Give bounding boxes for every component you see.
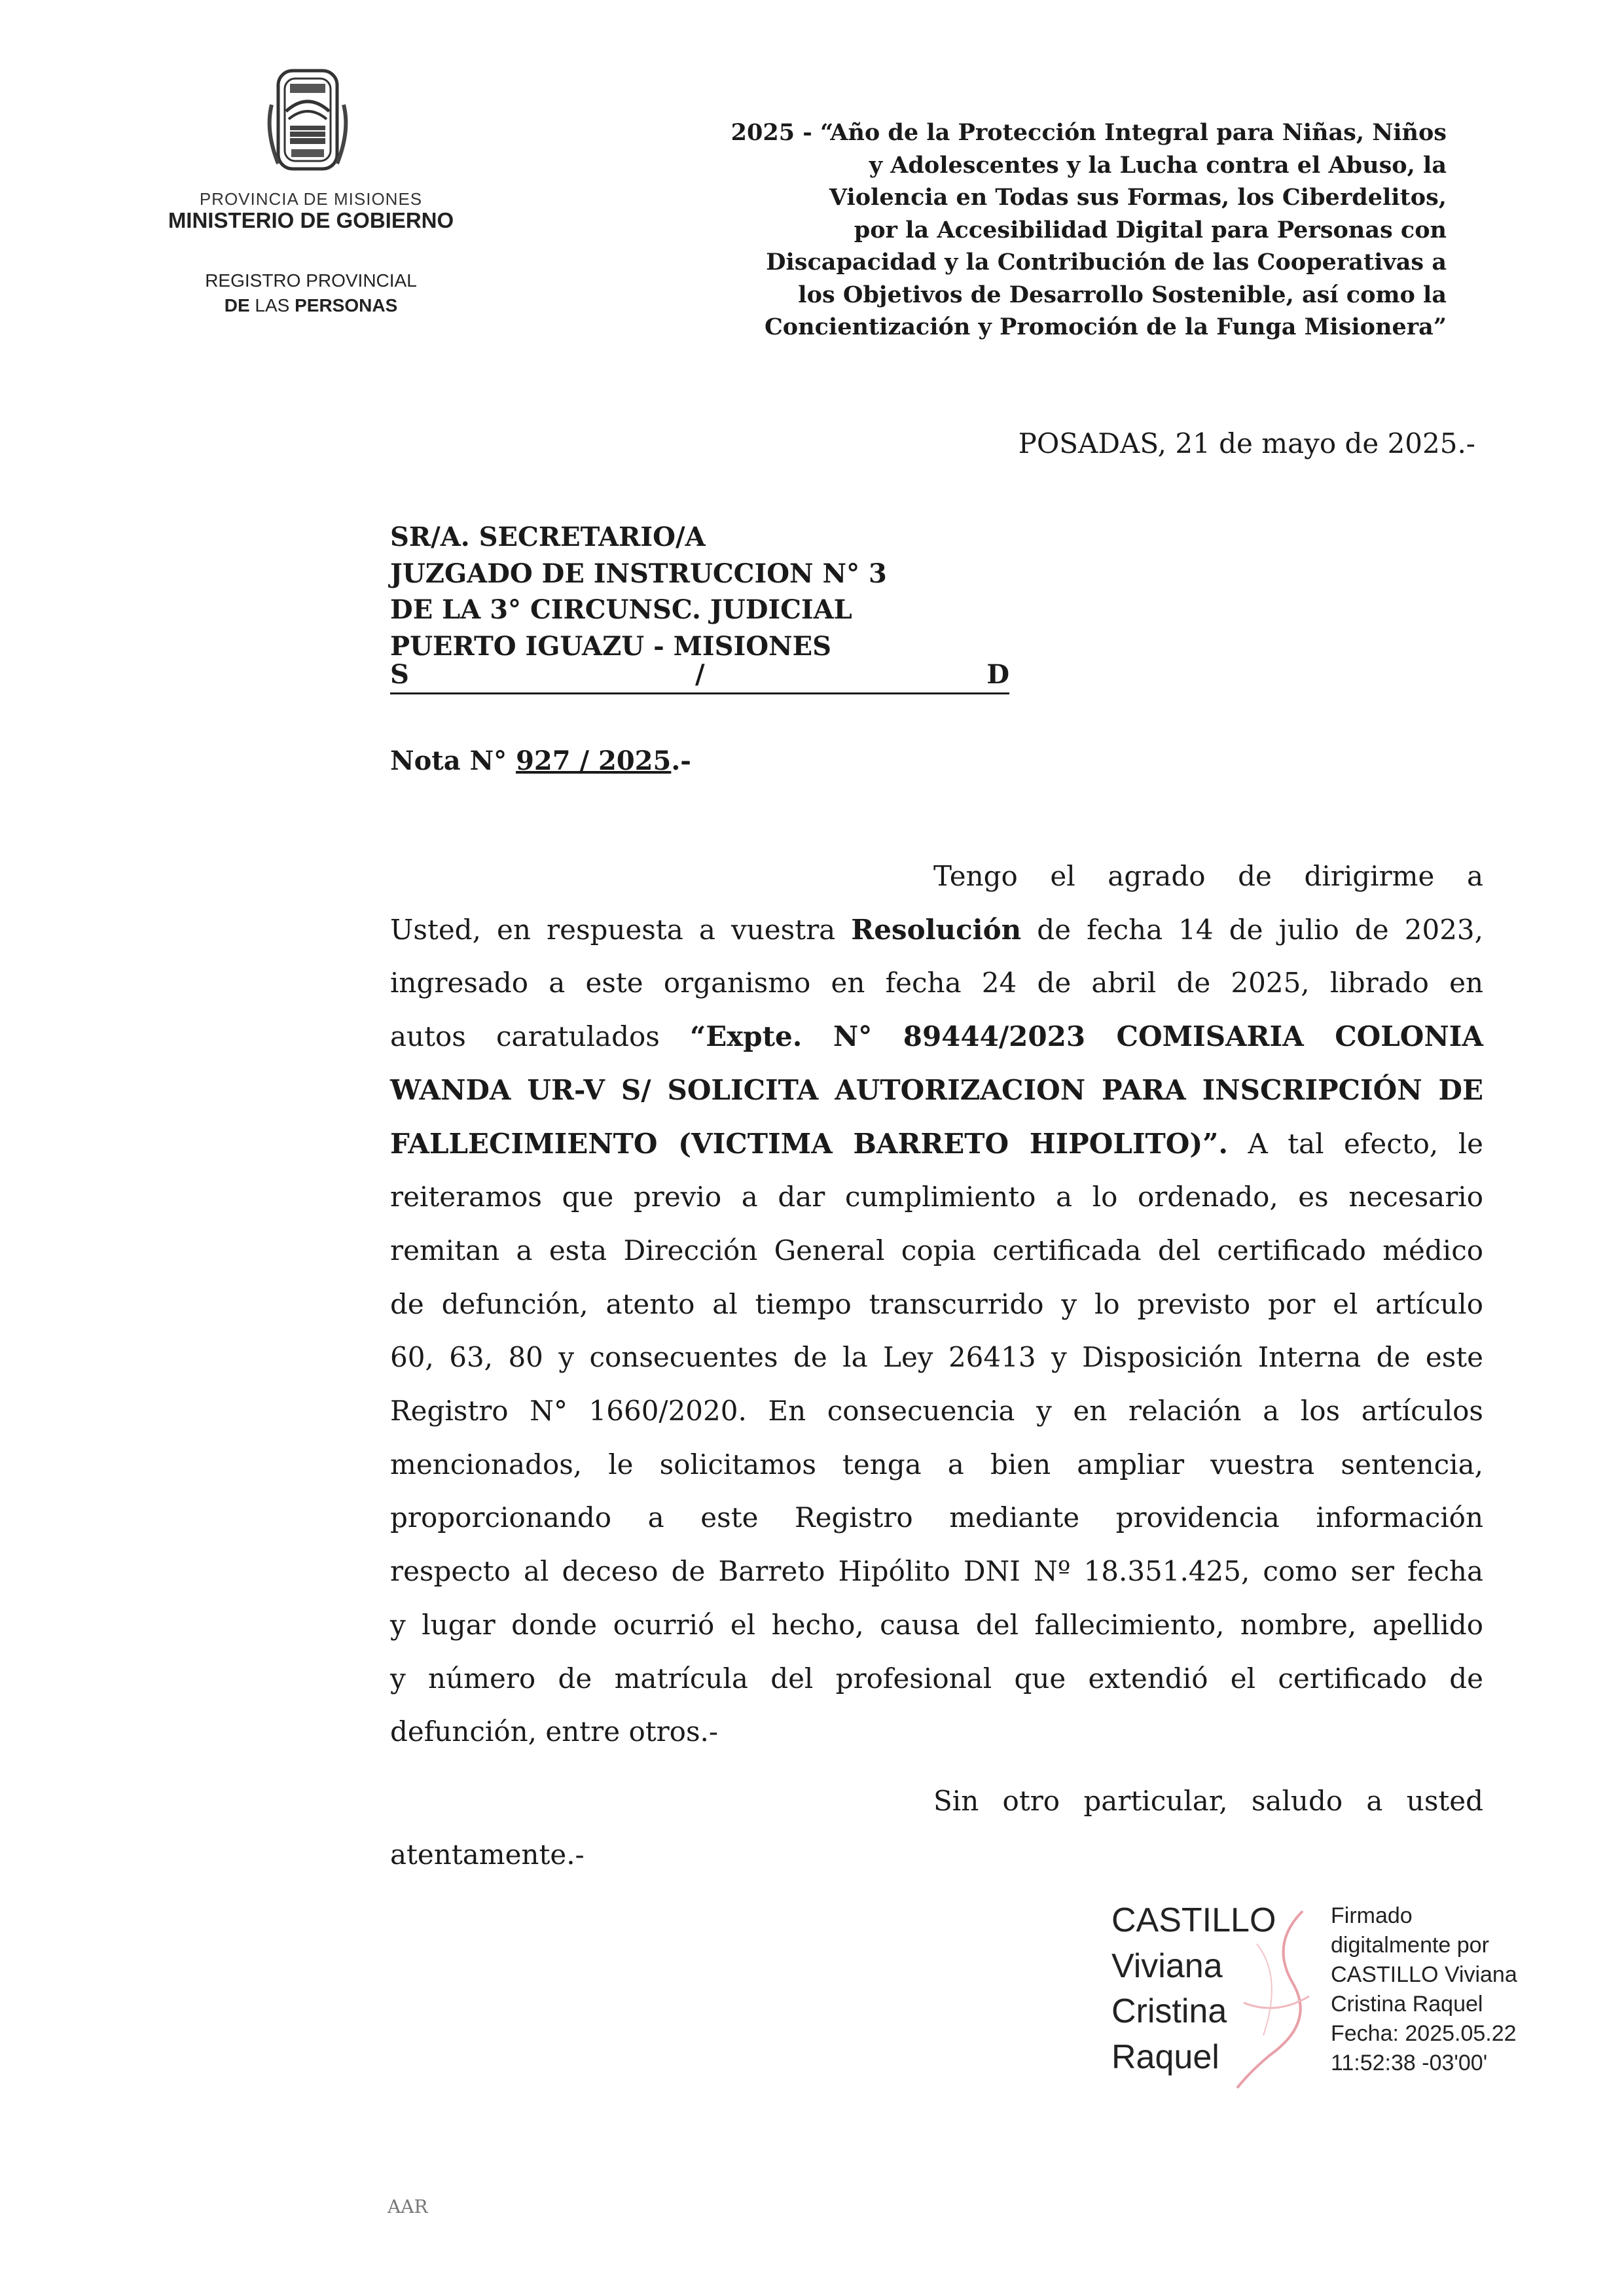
note-number: Nota N° 927 / 2025.- — [390, 745, 691, 776]
typist-initials: AAR — [388, 2196, 428, 2217]
ministry-name: MINISTERIO DE GOBIERNO — [168, 208, 454, 232]
addressee-line: SR/A. SECRETARIO/A — [390, 522, 706, 552]
addressee-block — [390, 519, 887, 664]
year-motto: 2025 - “Año de la Protección Integral para Niñas, Niños y Adolescentes y la Lucha contra el Abuso, la Violencia en Todas sus Formas, los Ciberdelitos, por la Accesibilidad Digital para Personas con Discapacidad y la Contribución de las Cooperativas a los Objetivos de Desarrollo Sostenible, así como la Concientización y Promoción de la Funga Misionera” — [731, 119, 1447, 340]
addressee-line: PUERTO IGUAZU - MISIONES — [390, 630, 831, 662]
su-despacho-line: S / D — [390, 656, 1009, 694]
addressee-line: JUZGADO DE INSTRUCCION N° 3 — [390, 558, 887, 589]
registry-name-line1: REGISTRO PROVINCIAL — [205, 270, 417, 291]
letter-body: Tengo el agrado de dirigirme a Usted, en respuesta a vuestra Resolución de fecha 14 de julio de 2023, ingresado a este organismo en fecha 24 de abril de 2025, librado en autos caratulados “Expte. N° 89444/2023 COMISARIA COLONIA WANDA UR-V S/ SOLICITA AUTORIZACION PARA INSCRIPCIÓN DE FALLECIMIENTO (VICTIMA BARRETO HIPOLITO)”. A tal efecto, le reiteramos que previo a dar cumplimiento a lo ordenado, es necesario remitan a esta Dirección General copia certificada del certificado médico de defunción, atento al tiempo transcurrido y lo previsto por el artículo 60, 63, 80 y consecuentes de la Ley 26413 y Disposición Interna de este Registro N° 1660/2020. En consecuencia y en relación a los artículos mencionados, le solicitamos tenga a bien ampliar vuestra sentencia, proporcionando a este Registro mediante providencia información respecto al deceso de Barreto Hipólito DNI Nº 18.351.425, como ser fecha y lugar donde ocurrió el hecho, causa del fallecimiento, nombre, apellido y número de matrícula del profesional que extendió el certificado de defunción, entre otros.- — [390, 860, 1483, 1748]
province-seal-icon — [252, 65, 363, 177]
province-name: PROVINCIA DE MISIONES — [199, 189, 423, 209]
letter-closing: Sin otro particular, saludo a usted atentamente.- — [390, 1785, 1483, 1871]
signer-name: CASTILLO Viviana Cristina Raquel — [1111, 1901, 1276, 2076]
document-date: POSADAS, 21 de mayo de 2025.- — [1018, 427, 1475, 459]
digital-signature-mark-icon — [1231, 1905, 1322, 2094]
registry-name-line2: DE LAS PERSONAS — [224, 295, 398, 315]
digital-signature-details: Firmado digitalmente por CASTILLO Viviana Cristina Raquel Fecha: 2025.05.22 11:52:38 -03'00' — [1331, 1903, 1517, 2075]
addressee-line: DE LA 3° CIRCUNSC. JUDICIAL — [390, 594, 852, 625]
